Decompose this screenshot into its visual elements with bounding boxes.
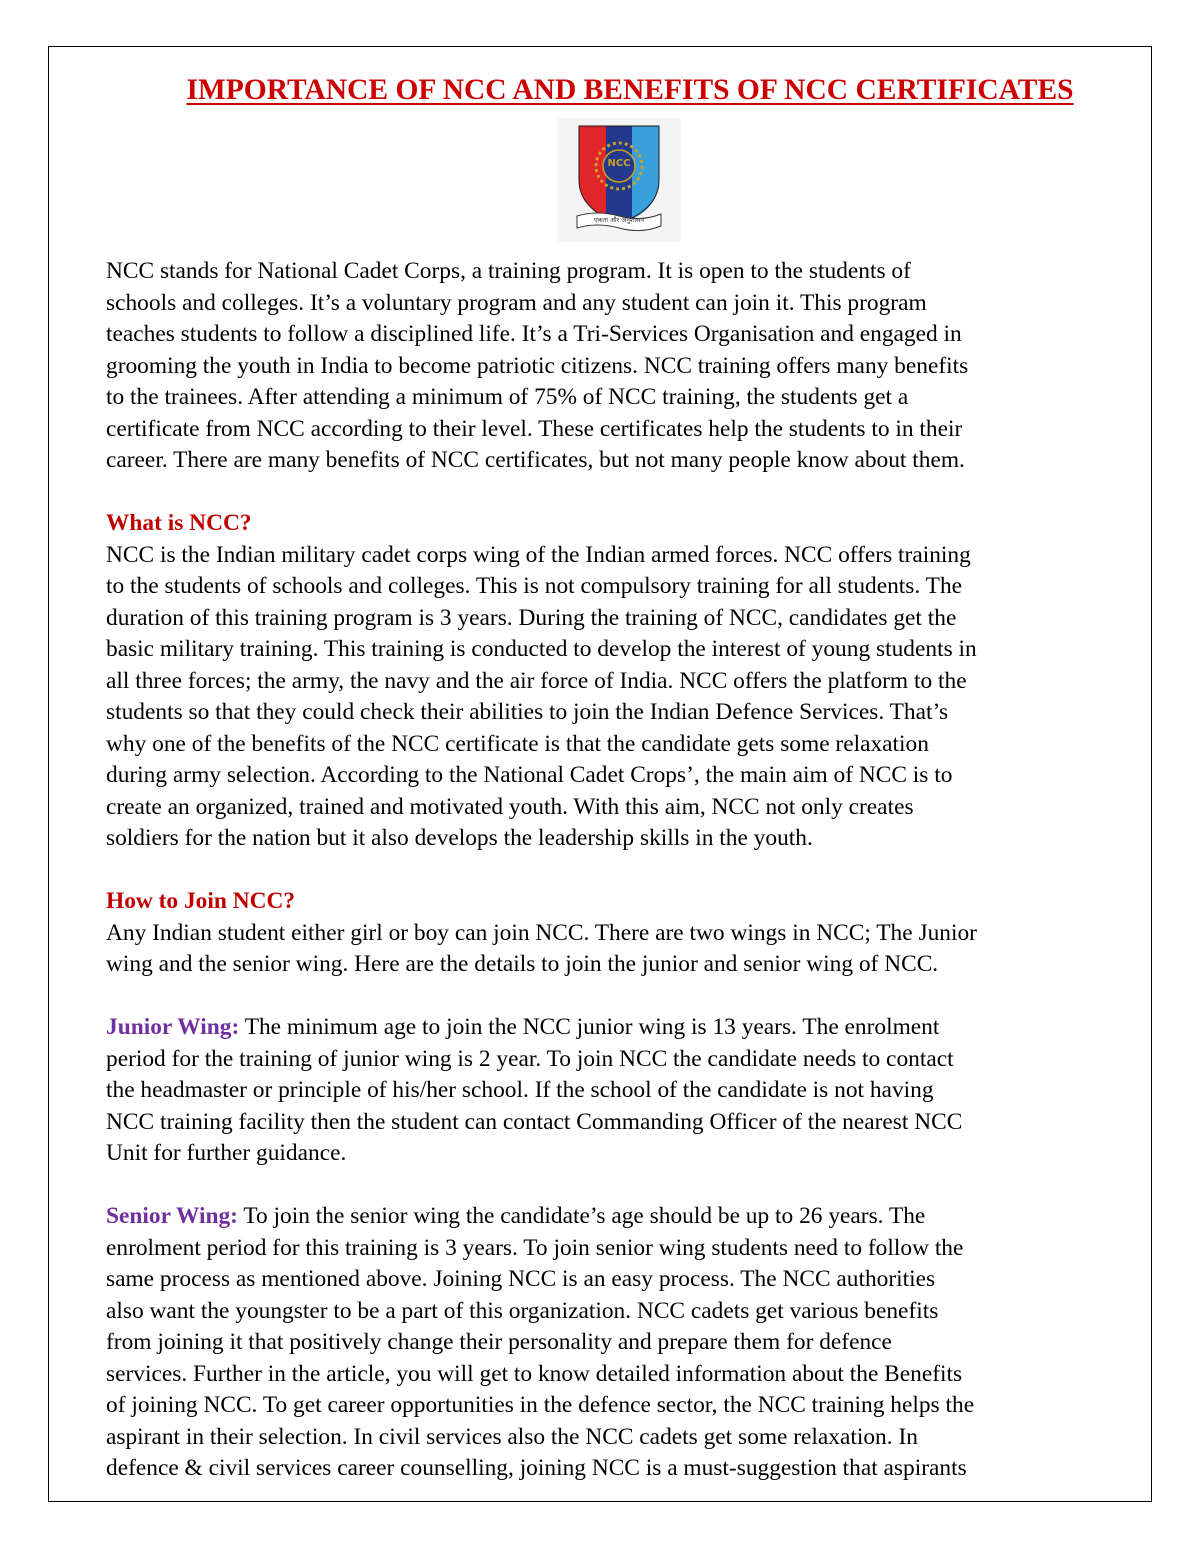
text-line: NCC training facility then the student can contact Commanding Officer of the nearest NCC [106, 1108, 963, 1135]
ncc-motto-text: एकता और अनुशासन [593, 216, 645, 224]
text-line: to the trainees. After attending a minimum of 75% of NCC training, the students get a [106, 384, 909, 410]
text-line: of joining NCC. To get career opportunities in the defence sector, the NCC training helps the [106, 1392, 975, 1418]
text-line: defence & civil services career counselling, joining NCC is a must-suggestion that aspirants [106, 1455, 967, 1481]
ncc-emblem-logo [557, 118, 681, 242]
text-line: NCC stands for National Cadet Corps, a training program. It is open to the students of [106, 258, 911, 284]
text-line: teaches students to follow a disciplined life. It’s a Tri-Services Organisation and engaged in [106, 321, 962, 347]
text-line: create an organized, trained and motivated youth. With this aim, NCC not only creates [106, 793, 914, 820]
text-line: aspirant in their selection. In civil services also the NCC cadets get some relaxation. In [106, 1423, 918, 1450]
what-is-ncc-section [106, 508, 1136, 855]
text-line: to the students of schools and colleges. This is not compulsory training for all students. The [106, 573, 963, 599]
junior-wing-label: Junior Wing: [106, 1014, 240, 1040]
text-line: basic military training. This training is conducted to develop the interest of young students in [106, 636, 977, 662]
text-line: Unit for further guidance. [106, 1140, 347, 1166]
text-line: also want the youngster to be a part of this organization. NCC cadets get various benefits [106, 1297, 939, 1324]
senior-wing-label: Senior Wing: [106, 1203, 238, 1229]
text-line: all three forces; the army, the navy and the air force of India. NCC offers the platform to the [106, 667, 967, 694]
text-line: Any Indian student either girl or boy can join NCC. There are two wings in NCC; The Junior [106, 919, 977, 946]
document-title: IMPORTANCE OF NCC AND BENEFITS OF NCC CERTIFICATES [186, 74, 1074, 106]
text-line: soldiers for the nation but it also develops the leadership skills in the youth. [106, 825, 813, 851]
text-line: services. Further in the article, you will get to know detailed information about the Benefits [106, 1360, 963, 1387]
text-line: during army selection. According to the National Cadet Crops’, the main aim of NCC is to [106, 762, 953, 788]
junior-wing-section [106, 1012, 1136, 1170]
document-body [106, 70, 1136, 1485]
what-is-ncc-heading: What is NCC? [106, 510, 252, 536]
text-line: schools and colleges. It’s a voluntary program and any student can join it. This program [106, 289, 927, 316]
ncc-emblem-text: NCC [607, 158, 631, 169]
senior-wing-section [106, 1201, 1136, 1485]
text-line: NCC is the Indian military cadet corps wing of the Indian armed forces. NCC offers training [106, 541, 971, 568]
text-line: career. There are many benefits of NCC certificates, but not many people know about them. [106, 447, 965, 473]
text-line: period for the training of junior wing is 2 year. To join NCC the candidate needs to contact [106, 1045, 954, 1072]
senior-wing-first-line: To join the senior wing the candidate’s age should be up to 26 years. The [237, 1203, 926, 1229]
text-line [106, 1012, 1136, 1044]
text-line: same process as mentioned above. Joining NCC is an easy process. The NCC authorities [106, 1266, 936, 1292]
text-line: grooming the youth in India to become patriotic citizens. NCC training offers many benefits [106, 352, 969, 379]
text-line: wing and the senior wing. Here are the details to join the junior and senior wing of NCC. [106, 951, 939, 977]
junior-wing-first-line: The minimum age to join the NCC junior wing is 13 years. The enrolment [239, 1014, 940, 1040]
intro-paragraph [106, 256, 1136, 477]
text-line: from joining it that positively change their personality and prepare them for defence [106, 1329, 892, 1355]
text-line [106, 1201, 1136, 1233]
text-line: duration of this training program is 3 years. During the training of NCC, candidates get the [106, 604, 957, 631]
text-line: why one of the benefits of the NCC certificate is that the candidate gets some relaxation [106, 730, 929, 757]
how-to-join-section [106, 886, 1136, 981]
how-to-join-heading: How to Join NCC? [106, 888, 296, 914]
text-line: the headmaster or principle of his/her school. If the school of the candidate is not having [106, 1077, 934, 1103]
text-line: certificate from NCC according to their level. These certificates help the students to in their [106, 415, 963, 442]
text-line: enrolment period for this training is 3 years. To join senior wing students need to follow the [106, 1234, 964, 1261]
text-line: students so that they could check their abilities to join the Indian Defence Services. That’s [106, 699, 949, 725]
